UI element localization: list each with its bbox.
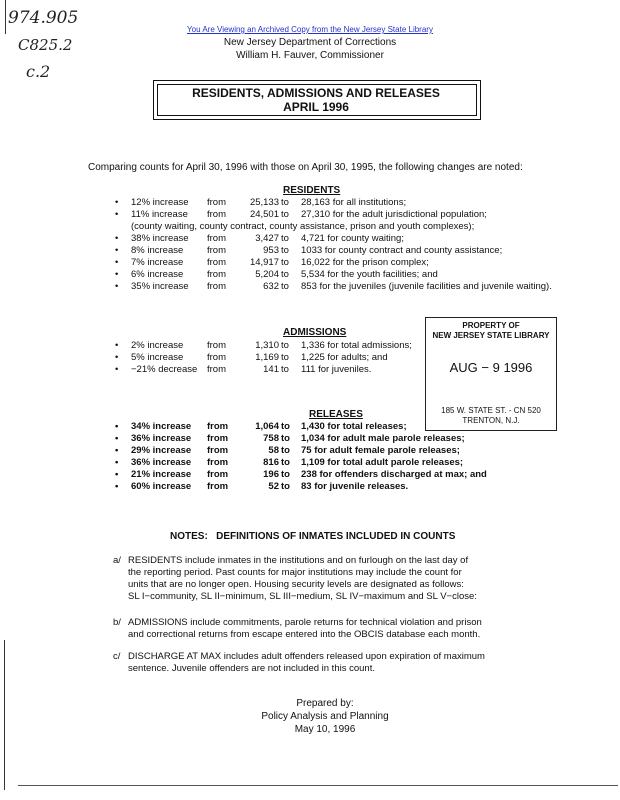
note-a-line: the reporting period. Past counts for major institutions may include the count for xyxy=(128,567,462,578)
admissions-to-description: 1,336 for total admissions; xyxy=(301,340,412,351)
releases-heading: RELEASES xyxy=(309,409,363,420)
note-a-line: RESIDENTS include inmates in the institutions and on furlough on the last day of xyxy=(128,555,469,566)
residents-change-percent: 8% increase xyxy=(131,245,184,256)
releases-bullet: • xyxy=(115,469,119,480)
releases-bullet: • xyxy=(115,457,119,468)
residents-from-value: 5,204 xyxy=(255,269,279,280)
residents-heading: RESIDENTS xyxy=(283,185,341,196)
residents-from-value: 3,427 xyxy=(255,233,279,244)
releases-to-label: to xyxy=(281,481,290,492)
residents-change-percent: 12% increase xyxy=(131,197,189,208)
note-b-text xyxy=(128,617,482,641)
stamp-address: 185 W. STATE ST. - CN 520 xyxy=(441,406,541,415)
releases-from-value: 758 xyxy=(263,433,279,444)
releases-to-description: 1,109 for total adult parole releases; xyxy=(301,457,464,468)
residents-row xyxy=(115,281,595,293)
residents-to-label: to xyxy=(281,233,289,244)
residents-list xyxy=(115,197,595,293)
admissions-change-percent: 2% increase xyxy=(131,340,184,351)
admissions-from-label: from xyxy=(207,352,226,363)
residents-row xyxy=(115,257,595,269)
admissions-to-label: to xyxy=(281,340,289,351)
note-a-line: SL I−community, SL II−minimum, SL III−medium, SL IV−maximum and SL V−close: xyxy=(128,591,477,602)
residents-from-value: 14,917 xyxy=(249,257,279,268)
residents-to-label: to xyxy=(281,197,289,208)
stamp-library-name: NEW JERSEY STATE LIBRARY xyxy=(432,331,550,340)
admissions-heading: ADMISSIONS xyxy=(283,327,347,338)
residents-from-label: from xyxy=(207,233,226,244)
releases-bullet: • xyxy=(115,421,119,432)
admissions-bullet: • xyxy=(115,364,119,375)
residents-from-label: from xyxy=(207,257,226,268)
residents-to-label: to xyxy=(281,245,289,256)
admissions-to-description: 1,225 for adults; and xyxy=(301,352,388,363)
admissions-bullet: • xyxy=(115,340,119,351)
residents-to-description: 1033 for county contract and county assistance; xyxy=(301,245,503,256)
releases-to-description: 238 for offenders discharged at max; and xyxy=(301,469,487,480)
notes-heading: NOTES: DEFINITIONS OF INMATES INCLUDED IN COUNTS xyxy=(170,531,456,542)
residents-bullet: • xyxy=(115,233,119,244)
releases-to-label: to xyxy=(281,445,290,456)
note-b-line: ADMISSIONS include commitments, parole returns for technical violation and prison xyxy=(128,617,482,628)
admissions-from-value: 1,169 xyxy=(255,352,279,363)
residents-row xyxy=(115,209,595,221)
prepared-by-office: Policy Analysis and Planning xyxy=(261,711,389,722)
admissions-row xyxy=(115,364,415,376)
residents-from-label: from xyxy=(207,281,226,292)
department-name: New Jersey Department of Corrections xyxy=(223,37,397,48)
releases-row xyxy=(115,421,545,433)
releases-from-label: from xyxy=(207,433,229,444)
releases-bullet: • xyxy=(115,481,119,492)
residents-row xyxy=(115,197,595,209)
handwritten-copy-number: c.2 xyxy=(26,62,51,81)
admissions-to-description: 111 for juveniles. xyxy=(301,364,372,375)
releases-from-label: from xyxy=(207,469,229,480)
residents-from-value: 25,133 xyxy=(249,197,279,208)
residents-from-value: 24,501 xyxy=(249,209,279,220)
residents-from-value: 632 xyxy=(263,281,279,292)
stamp-date: AUG − 9 1996 xyxy=(449,360,533,375)
admissions-from-label: from xyxy=(207,364,226,375)
margin-line xyxy=(4,640,5,790)
handwritten-call-number: C825.2 xyxy=(18,36,73,54)
releases-from-label: from xyxy=(207,457,229,468)
admissions-list xyxy=(115,340,415,376)
archive-banner-link[interactable]: You Are Viewing an Archived Copy from the New Jersey State Library xyxy=(187,25,433,34)
residents-to-description: 28,163 for all institutions; xyxy=(301,197,407,208)
residents-row xyxy=(115,221,595,233)
page-bottom-edge xyxy=(18,785,618,786)
releases-change-percent: 36% increase xyxy=(131,433,192,444)
residents-bullet: • xyxy=(115,269,119,280)
releases-to-label: to xyxy=(281,469,290,480)
residents-to-label: to xyxy=(281,257,289,268)
releases-change-percent: 36% increase xyxy=(131,457,192,468)
residents-bullet: • xyxy=(115,245,119,256)
residents-to-description: (county waiting, county contract, county assistance, prison and youth complexes); xyxy=(131,221,475,232)
prepared-by-label: Prepared by: xyxy=(296,698,354,709)
releases-change-percent: 21% increase xyxy=(131,469,192,480)
residents-to-description: 5,534 for the youth facilities; and xyxy=(301,269,438,280)
residents-to-label: to xyxy=(281,209,289,220)
admissions-row xyxy=(115,352,415,364)
releases-to-description: 75 for adult female parole releases; xyxy=(301,445,460,456)
residents-to-description: 27,310 for the adult jurisdictional population; xyxy=(301,209,487,220)
residents-to-label: to xyxy=(281,269,289,280)
residents-to-label: to xyxy=(281,281,289,292)
report-period: APRIL 1996 xyxy=(283,100,349,114)
residents-bullet: • xyxy=(115,209,119,220)
admissions-row xyxy=(115,340,415,352)
admissions-from-value: 1,310 xyxy=(255,340,279,351)
residents-from-label: from xyxy=(207,209,226,220)
residents-from-label: from xyxy=(207,269,226,280)
note-b-line: and correctional returns from escape entered into the OBCIS database each month. xyxy=(128,629,481,640)
residents-from-label: from xyxy=(207,245,226,256)
admissions-from-value: 141 xyxy=(263,364,279,375)
releases-from-value: 1,064 xyxy=(255,421,279,432)
residents-to-description: 853 for the juveniles (juvenile facilities and juvenile waiting). xyxy=(301,281,552,292)
releases-to-description: 1,430 for total releases; xyxy=(301,421,407,432)
releases-row xyxy=(115,445,545,457)
releases-to-description: 1,034 for adult male parole releases; xyxy=(301,433,465,444)
releases-row xyxy=(115,469,545,481)
releases-from-value: 52 xyxy=(268,481,279,492)
releases-from-label: from xyxy=(207,481,229,492)
stamp-city: TRENTON, N.J. xyxy=(462,416,520,425)
residents-from-value: 953 xyxy=(263,245,279,256)
residents-row xyxy=(115,245,595,257)
releases-from-value: 816 xyxy=(263,457,279,468)
admissions-to-label: to xyxy=(281,364,289,375)
residents-to-description: 16,022 for the prison complex; xyxy=(301,257,429,268)
releases-change-percent: 34% increase xyxy=(131,421,192,432)
releases-to-description: 83 for juvenile releases. xyxy=(301,481,409,492)
admissions-from-label: from xyxy=(207,340,226,351)
report-title: RESIDENTS, ADMISSIONS AND RELEASES xyxy=(192,86,440,100)
admissions-change-percent: 5% increase xyxy=(131,352,184,363)
residents-change-percent: 11% increase xyxy=(131,209,188,220)
note-c-text xyxy=(128,651,485,675)
residents-change-percent: 7% increase xyxy=(131,257,184,268)
admissions-to-label: to xyxy=(281,352,289,363)
releases-to-label: to xyxy=(281,457,290,468)
note-c-line: sentence. Juvenile offenders are not included in this count. xyxy=(128,663,375,674)
stamp-property-line: PROPERTY OF xyxy=(462,321,520,330)
note-c-line: DISCHARGE AT MAX includes adult offenders released upon expiration of maximum xyxy=(128,651,485,662)
admissions-bullet: • xyxy=(115,352,119,363)
residents-bullet: • xyxy=(115,197,119,208)
residents-row xyxy=(115,269,595,281)
note-a-line: units that are no longer open. Housing security levels are designated as follows: xyxy=(128,579,464,590)
residents-to-description: 4,721 for county waiting; xyxy=(301,233,404,244)
residents-bullet: • xyxy=(115,281,119,292)
residents-row xyxy=(115,233,595,245)
releases-change-percent: 60% increase xyxy=(131,481,192,492)
releases-row xyxy=(115,481,545,493)
handwritten-ref-number: 974.905 xyxy=(8,8,79,28)
releases-bullet: • xyxy=(115,433,119,444)
intro-text: Comparing counts for April 30, 1996 with those on April 30, 1995, the following changes are noted: xyxy=(88,162,523,173)
residents-change-percent: 6% increase xyxy=(131,269,184,280)
admissions-change-percent: −21% decrease xyxy=(131,364,198,375)
note-c-label: c/ xyxy=(113,651,121,662)
releases-to-label: to xyxy=(281,421,290,432)
residents-change-percent: 38% increase xyxy=(131,233,189,244)
releases-row xyxy=(115,433,545,445)
note-a-text xyxy=(128,555,477,603)
releases-from-label: from xyxy=(207,445,229,456)
library-stamp xyxy=(425,317,557,431)
releases-to-label: to xyxy=(281,433,290,444)
note-b-label: b/ xyxy=(113,617,121,628)
releases-from-label: from xyxy=(207,421,229,432)
releases-list xyxy=(115,421,545,493)
releases-change-percent: 29% increase xyxy=(131,445,192,456)
prepared-date: May 10, 1996 xyxy=(294,724,356,735)
releases-bullet: • xyxy=(115,445,119,456)
releases-row xyxy=(115,457,545,469)
commissioner-name: William H. Fauver, Commissioner xyxy=(236,50,384,61)
residents-bullet: • xyxy=(115,257,119,268)
releases-from-value: 196 xyxy=(263,469,279,480)
releases-from-value: 58 xyxy=(268,445,279,456)
note-a-label: a/ xyxy=(113,555,121,566)
residents-from-label: from xyxy=(207,197,226,208)
residents-change-percent: 35% increase xyxy=(131,281,189,292)
